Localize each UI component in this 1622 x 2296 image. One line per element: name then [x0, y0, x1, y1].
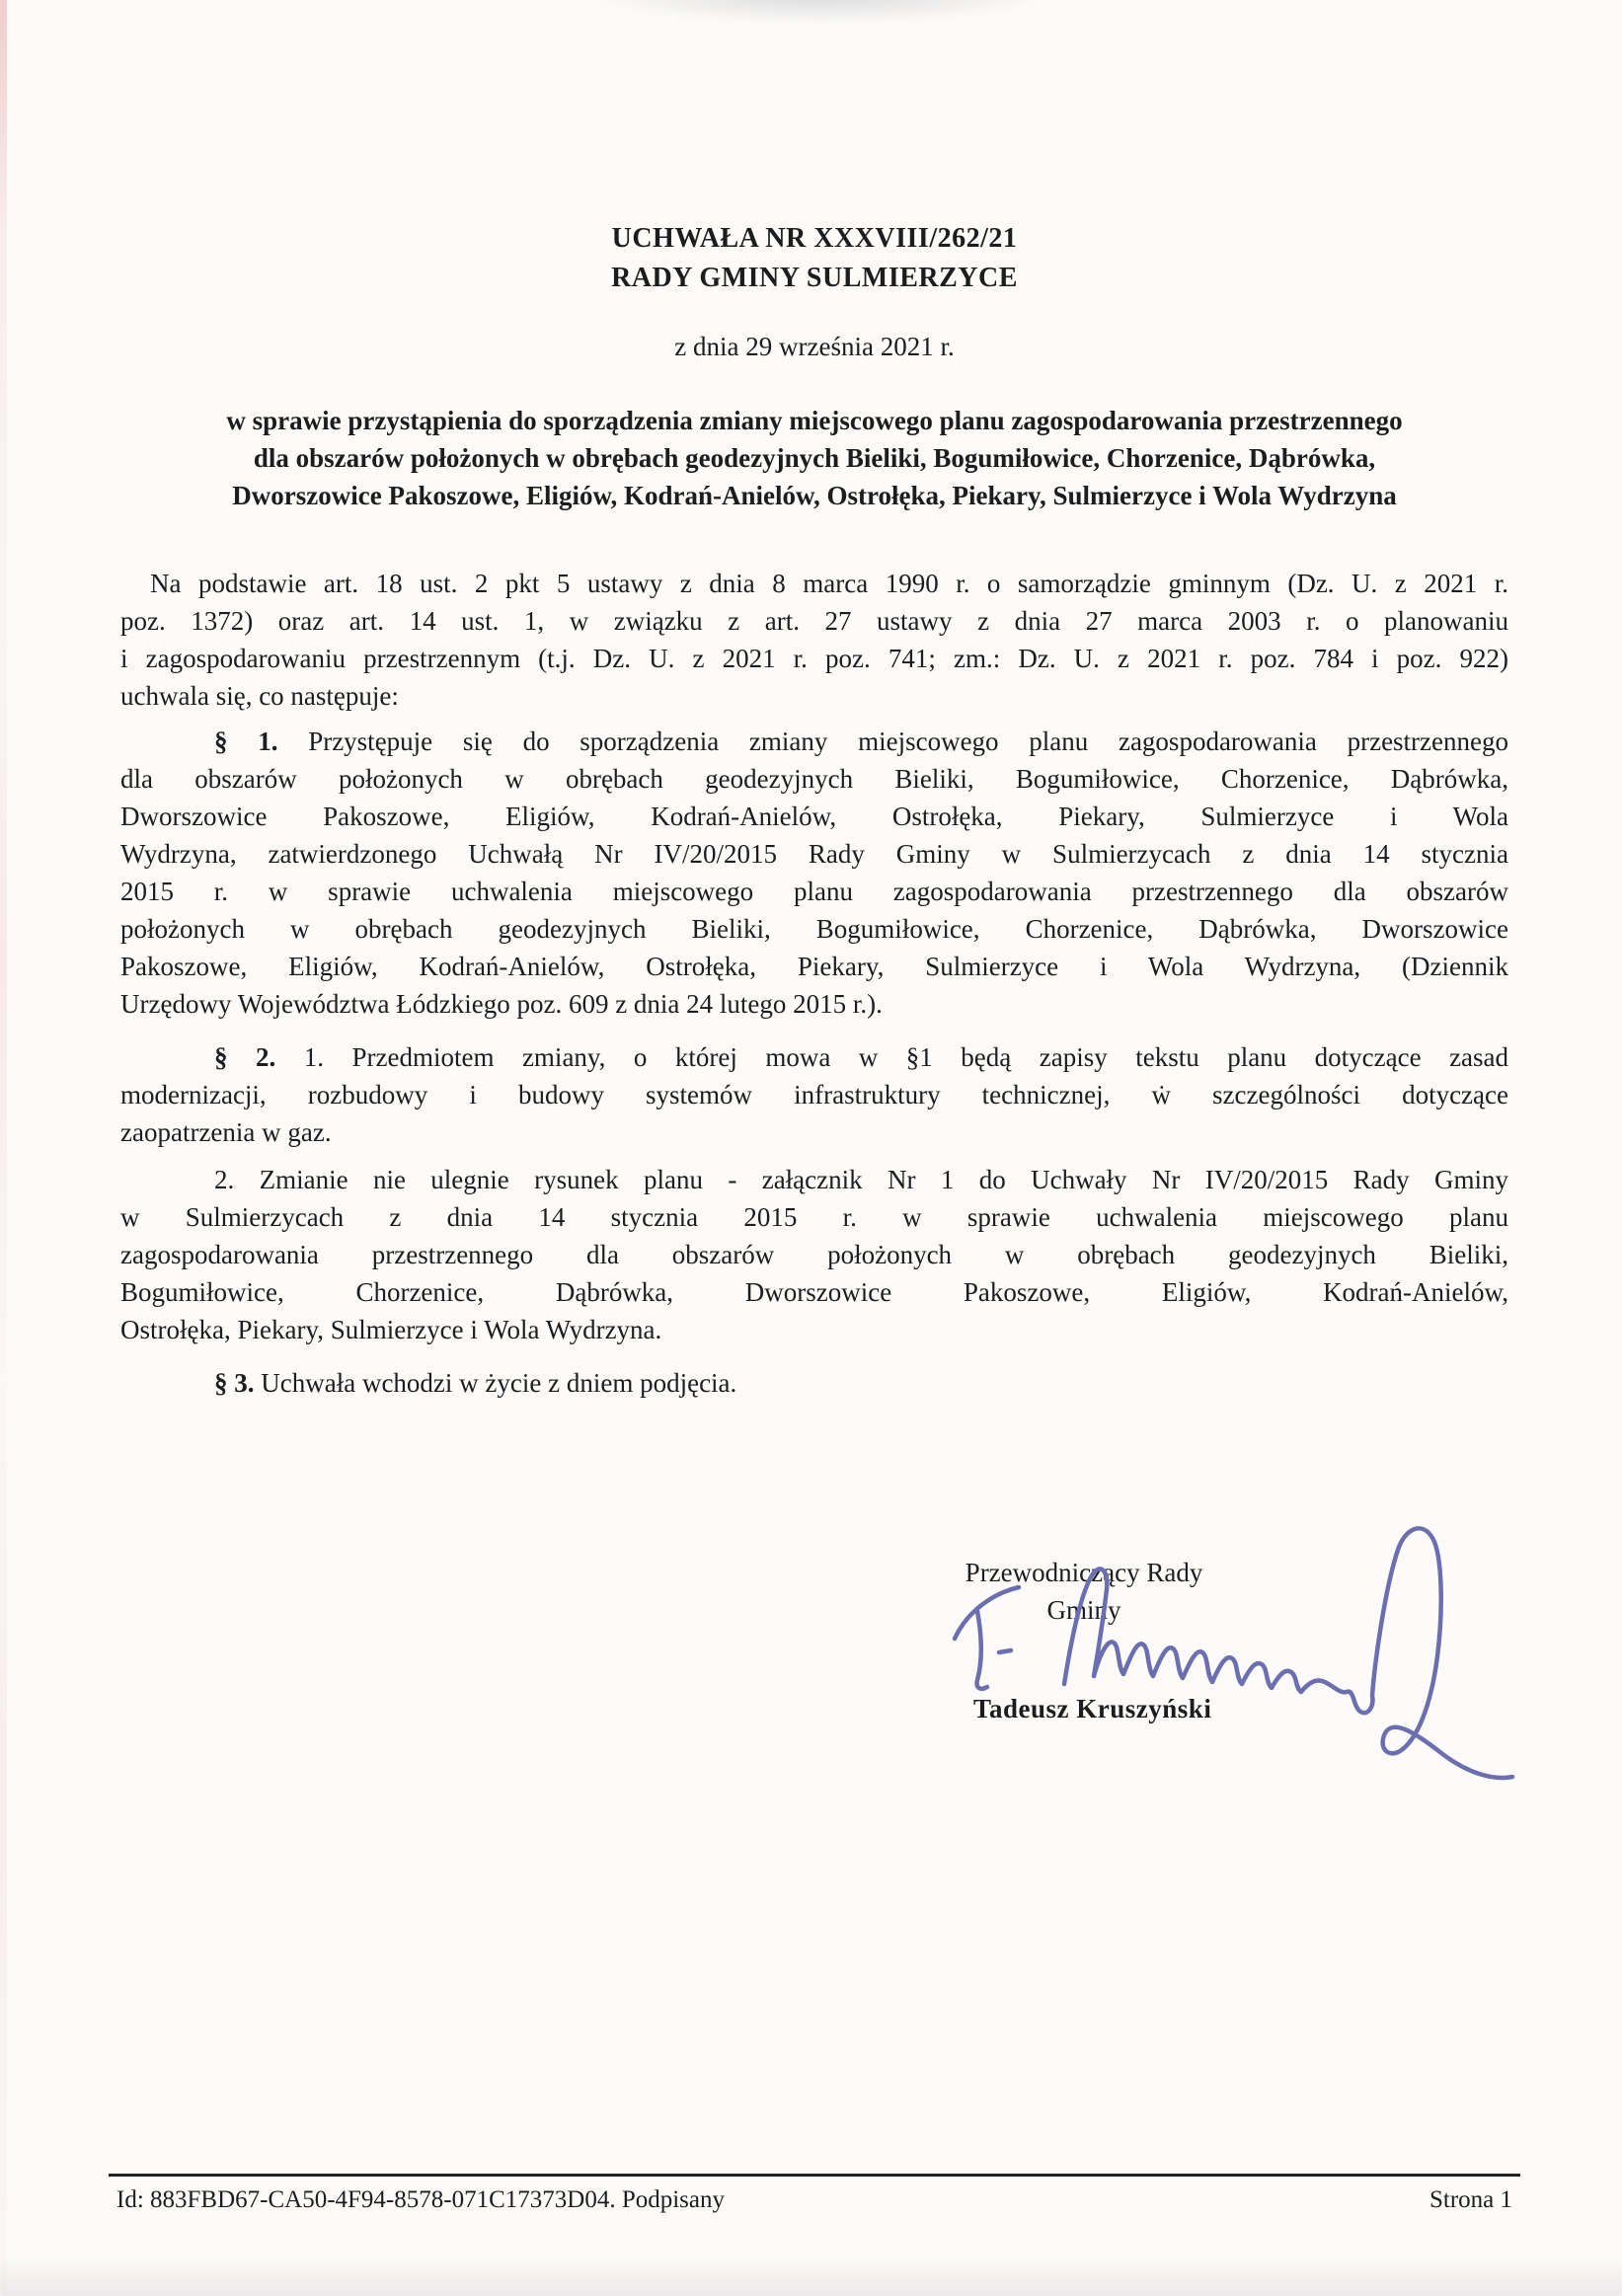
document-date: z dnia 29 września 2021 r.	[674, 332, 955, 361]
signature-stroke-dash	[999, 1650, 1011, 1652]
subject-line: Dworszowice Pakoszowe, Eligiów, Kodrań-Anielów, Ostrołęka, Piekary, Sulmierzyce i Wola Wydrzyna	[232, 481, 1397, 510]
text-line: Urzędowy Województwa Łódzkiego poz. 609 z dnia 24 lutego 2015 r.).	[120, 989, 883, 1019]
section-2-point-2-paragraph	[120, 1161, 1508, 1348]
document-body	[120, 0, 1508, 1402]
section-3-paragraph	[120, 1364, 1508, 1402]
section-2-point-1-paragraph	[120, 1038, 1508, 1151]
title-line-2: RADY GMINY SULMIERZYCE	[611, 263, 1018, 293]
text-line: Ostrołęka, Piekary, Sulmierzyce i Wola Wydrzyna.	[120, 1315, 662, 1344]
text-line: położonych w obrębach geodezyjnych Bieliki, Bogumiłowice, Chorzenice, Dąbrówka, Dworszowice	[120, 914, 1508, 944]
text-line: poz. 1372) oraz art. 14 ust. 1, w związku z art. 27 ustawy z dnia 27 marca 2003 r. o planowaniu	[120, 606, 1508, 636]
text-line: modernizacji, rozbudowy i budowy systemów infrastruktury technicznej, ẇ szczególności dotyczące	[120, 1080, 1508, 1110]
handwritten-signature-ink	[908, 1500, 1619, 1836]
text-line	[120, 723, 1508, 760]
text-line: Wydrzyna, zatwierdzonego Uchwałą Nr IV/20/2015 Rady Gminy w Sulmierzycach z dnia 14 stycznia	[120, 839, 1508, 869]
document-title	[120, 219, 1508, 298]
title-line-1: UCHWAŁA NR XXXVIII/262/21	[611, 223, 1018, 254]
scan-edge-artifact	[0, 0, 7, 2296]
text-line	[120, 1364, 1508, 1402]
text-span: Przystępuje się do sporządzenia zmiany miejscowego planu zagospodarowania przestrzennego	[308, 727, 1508, 756]
footer-page-number: Strona 1	[1429, 2186, 1512, 2213]
subject-paragraph	[120, 402, 1508, 514]
section-marker: § 1.	[214, 727, 278, 756]
text-line: uchwala się, co następuje:	[120, 681, 399, 711]
section-marker: § 2.	[214, 1042, 276, 1072]
text-line: w Sulmierzycach z dnia 14 stycznia 2015 r. w sprawie uchwalenia miejscowego planu	[120, 1202, 1508, 1232]
text-line: zaopatrzenia w gaz.	[120, 1117, 332, 1147]
legal-basis-paragraph	[120, 565, 1508, 715]
point-number: 2.	[214, 1165, 235, 1194]
footer-document-id: Id: 883FBD67-CA50-4F94-8578-071C17373D04. Podpisany	[116, 2186, 725, 2213]
signature-name: Tadeusz Kruszyński	[973, 1694, 1212, 1723]
text-line: Bogumiłowice, Chorzenice, Dąbrówka, Dworszowice Pakoszowe, Eligiów, Kodrań-Anielów,	[120, 1277, 1508, 1307]
text-span: Przedmiotem zmiany, o której mowa w §1 będą zapisy tekstu planu dotyczące zasad	[351, 1042, 1508, 1072]
text-span: Zmianie nie ulegnie rysunek planu - załącznik Nr 1 do Uchwały Nr IV/20/2015 Rady Gminy	[259, 1165, 1508, 1194]
text-line	[120, 1038, 1508, 1076]
text-line: 2015 r. w sprawie uchwalenia miejscowego planu zagospodarowania przestrzennego dla obszarów	[120, 877, 1508, 906]
text-line: i zagospodarowaniu przestrzennym (t.j. Dz. U. z 2021 r. poz. 741; zm.: Dz. U. z 2021 r. poz. 784 i poz. 922)	[120, 644, 1508, 673]
page-footer	[109, 2174, 1520, 2215]
text-line	[120, 1161, 1508, 1198]
text-line: dla obszarów położonych w obrębach geodezyjnych Bieliki, Bogumiłowice, Chorzenice, Dąbrówka,	[120, 764, 1508, 794]
subject-line: dla obszarów położonych w obrębach geodezyjnych Bieliki, Bogumiłowice, Chorzenice, Dąbrówka,	[253, 443, 1376, 473]
subject-line: w sprawie przystąpienia do sporządzenia zmiany miejscowego planu zagospodarowania przestrzennego	[226, 406, 1403, 435]
signature-role-line-2: Gminy	[1046, 1595, 1121, 1625]
signature-role	[918, 1554, 1250, 1629]
scan-bottom-smudge	[0, 2257, 1622, 2296]
text-span: Uchwała wchodzi w życie z dniem podjęcia.	[261, 1368, 737, 1398]
text-line: Pakoszowe, Eligiów, Kodrań-Anielów, Ostrołęka, Piekary, Sulmierzyce i Wola Wydrzyna, (Dziennik	[120, 952, 1508, 981]
point-number: 1.	[303, 1042, 324, 1072]
text-line: Dworszowice Pakoszowe, Eligiów, Kodrań-Anielów, Ostrołęka, Piekary, Sulmierzyce i Wola	[120, 802, 1508, 831]
text-line: Na podstawie art. 18 ust. 2 pkt 5 ustawy z dnia 8 marca 1990 r. o samorządzie gminnym (Dz. U. z 2021 r.	[150, 569, 1508, 598]
signature-role-line-1: Przewodniczący Rady	[965, 1558, 1203, 1587]
section-marker: § 3.	[214, 1368, 255, 1398]
section-1-paragraph	[120, 723, 1508, 1023]
text-line: zagospodarowania przestrzennego dla obszarów położonych w obrębach geodezyjnych Bieliki,	[120, 1240, 1508, 1269]
